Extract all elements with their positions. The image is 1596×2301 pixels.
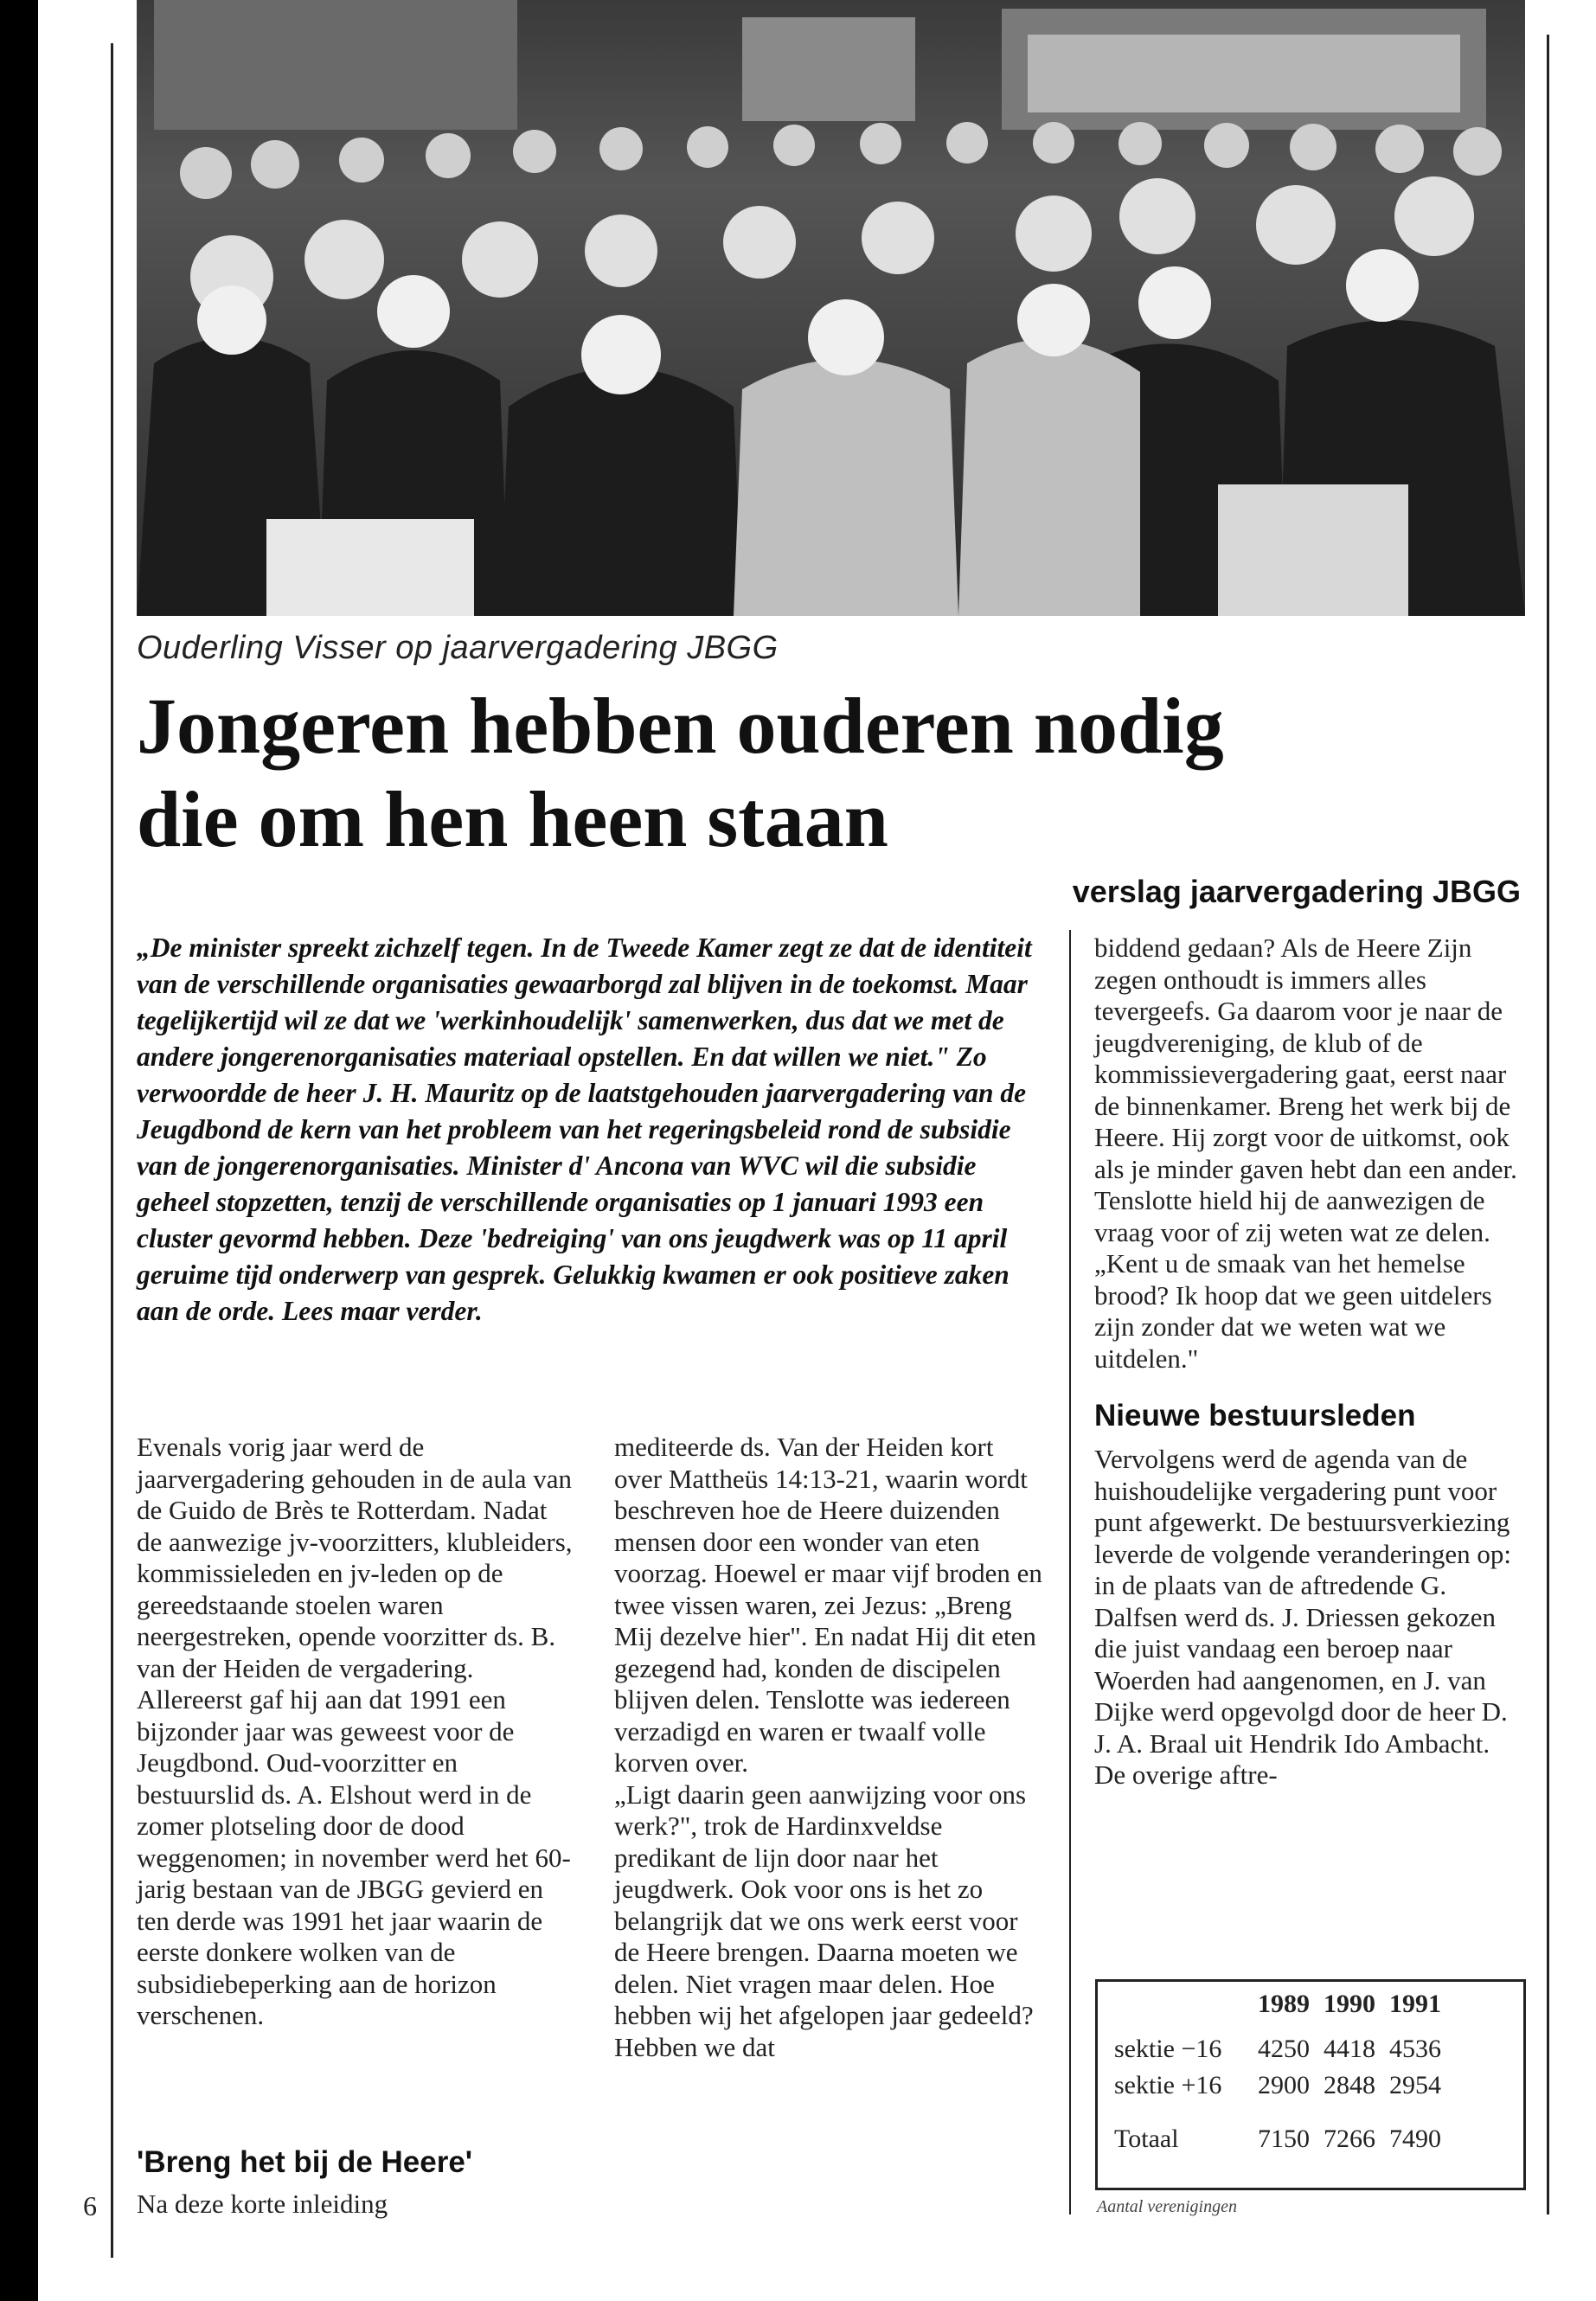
column-1-paragraph: Evenals vorig jaar werd de jaarvergadering gehouden in de aula van de Guido de Brès te Rotterdam. Nadat de aanwezige jv-voorzitters, klubleiders, kommissieleden en jv-leden op de gereedstaande stoelen waren neergestreken, opende voorzitter ds. B. van der Heiden de vergadering. Allereerst gaf hij aan dat 1991 een bijzonder jaar was geweest voor de Jeugdbond. Oud-voorzitter en bestuurslid ds. A. Elshout werd in de zomer plotseling door de dood weggenomen; in november werd het 60-jarig bestaan van de JBGG gevierd en ten derde was 1991 het jaar waarin de eerste donkere wolken van de subsidiebeperking aan de horizon verschenen. (137, 1432, 573, 2030)
stats-total-label: Totaal (1114, 2125, 1179, 2153)
stats-row-label: sektie −16 (1114, 2035, 1222, 2063)
stats-cell: 4418 (1324, 2035, 1375, 2063)
column-3-paragraph-1: biddend gedaan? Als de Heere Zijn zegen onthoudt is immers alles tevergeefs. Ga daarom voor je naar de jeugdvereniging, de klub of de kommissievergadering gaat, eerst naar de binnenkamer. Breng het werk bij de Heere. Hij zorgt voor de uitkomst, ook als je minder gaven hebt dan een ander. Tenslotte hield hij de aanwezigen de vraag voor of zij weten wat ze delen. „Kent u de smaak van het hemelse brood? Ik hoop dat we geen uitdelers zijn zonder dat we weten wat we uitdelen." (1094, 933, 1517, 1374)
stats-header-cell (1107, 1990, 1251, 2031)
column-3-paragraph-2: Vervolgens werd de agenda van de huishoudelijke vergadering punt voor punt afgewerkt. De bestuursverkiezing leverde de volgende veranderingen op: in de plaats van de aftredende G. Dalfsen werd ds. J. Driessen gekozen die juist vandaag een beroep naar Woerden had aangenomen, en J. van Dijke werd opgevolgd door de heer D. J. A. Braal uit Hendrik Ido Ambacht. De overige aftre- (1094, 1444, 1512, 1790)
section-heading-breng: 'Breng het bij de Heere' (137, 2145, 473, 2179)
headline-line-1: Jongeren hebben ouderen nodig (137, 682, 1224, 770)
section-heading-bestuursleden: Nieuwe bestuursleden (1094, 1399, 1416, 1433)
lead-paragraph: „De minister spreekt zichzelf tegen. In de Tweede Kamer zegt ze dat de identiteit van de verschillende organisaties gewaarborgd zal blijven in de toekomst. Maar tegelijkertijd wil ze dat we 'werkinhoudelijk' samenwerken, dus dat we met de andere jongerenorganisaties materiaal opstellen. En dat willen we niet." Zo verwoordde de heer J. H. Mauritz op de laatstgehouden jaarvergadering van de Jeugdbond de kern van het probleem van het regeringsbeleid rond de subsidie van de jongerenorganisaties. Minister d' Ancona van WVC wil die subsidie geheel stopzetten, tenzij de verschillende organisaties op 1 januari 1993 een cluster gevormd hebben. Deze 'bedreiging' van ons jeugdwerk was op 11 april geruime tijd onderwerp van gesprek. Gelukkig kwamen er ook positieve zaken aan de orde. Lees maar verder. (137, 933, 1032, 1326)
page-number: 6 (83, 2190, 97, 2221)
column-1-continuation: Na deze korte inleiding (137, 2189, 388, 2219)
headline (137, 679, 1529, 866)
scan-binding-edge (0, 0, 38, 2301)
stats-header-cell: 1989 (1258, 1990, 1310, 2018)
stats-total-row (1107, 2104, 1448, 2157)
headline-line-2: die om hen heen staan (137, 775, 888, 863)
photo-caption: Ouderling Visser op jaarvergadering JBGG (137, 630, 779, 666)
column-2-paragraph-2: „Ligt daarin geen aanwijzing voor ons werk?", trok de Hardinxveldse predikant de lijn door naar het jeugdwerk. Ook voor ons is het zo belangrijk dat we ons werk eerst voor de Heere brengen. Daarna moeten we delen. Niet vragen maar delen. Hoe hebben wij het afgelopen jaar gedeeld? Hebben we dat (614, 1779, 1034, 2062)
stats-table (1107, 1990, 1448, 2157)
audience-photo (137, 0, 1525, 616)
stats-cell: 2848 (1324, 2071, 1375, 2099)
stats-header-cell: 1991 (1389, 1990, 1441, 2018)
subheadline: verslag jaarvergadering JBGG (1072, 874, 1521, 909)
column-rule (1069, 930, 1071, 2214)
audience-photo-art (137, 0, 1525, 616)
table-note: Aantal verenigingen (1097, 2197, 1237, 2216)
article-column-3 (1094, 933, 1522, 1791)
stats-row (1107, 2067, 1448, 2104)
column-2-paragraph-1: mediteerde ds. Van der Heiden kort over Mattheüs 14:13-21, waarin wordt beschreven hoe de Heere duizenden mensen door een wonder van eten voorzag. Hoewel er maar vijf broden en twee vissen waren, zei Jezus: „Breng Mij dezelve hier". En nadat Hij dit eten gezegend had, konden de discipelen blijven delen. Tenslotte was iedereen verzadigd en waren er twaalf volle korven over. (614, 1432, 1042, 1778)
stats-cell: 4250 (1258, 2035, 1310, 2063)
stats-row-label: sektie +16 (1114, 2071, 1222, 2099)
stats-total-cell: 7150 (1258, 2125, 1310, 2153)
stats-cell: 2900 (1258, 2071, 1310, 2099)
stats-header-row (1107, 1990, 1448, 2031)
stats-total-cell: 7490 (1389, 2125, 1441, 2153)
left-margin-rule (111, 43, 113, 2258)
right-margin-rule (1547, 35, 1549, 2214)
stats-cell: 2954 (1389, 2071, 1441, 2099)
article-column-2 (614, 1432, 1047, 2063)
article-column-1 (137, 1432, 574, 2032)
stats-row (1107, 2031, 1448, 2067)
stats-header-cell: 1990 (1324, 1990, 1375, 2018)
stats-cell: 4536 (1389, 2035, 1441, 2063)
stats-total-cell: 7266 (1324, 2125, 1375, 2153)
